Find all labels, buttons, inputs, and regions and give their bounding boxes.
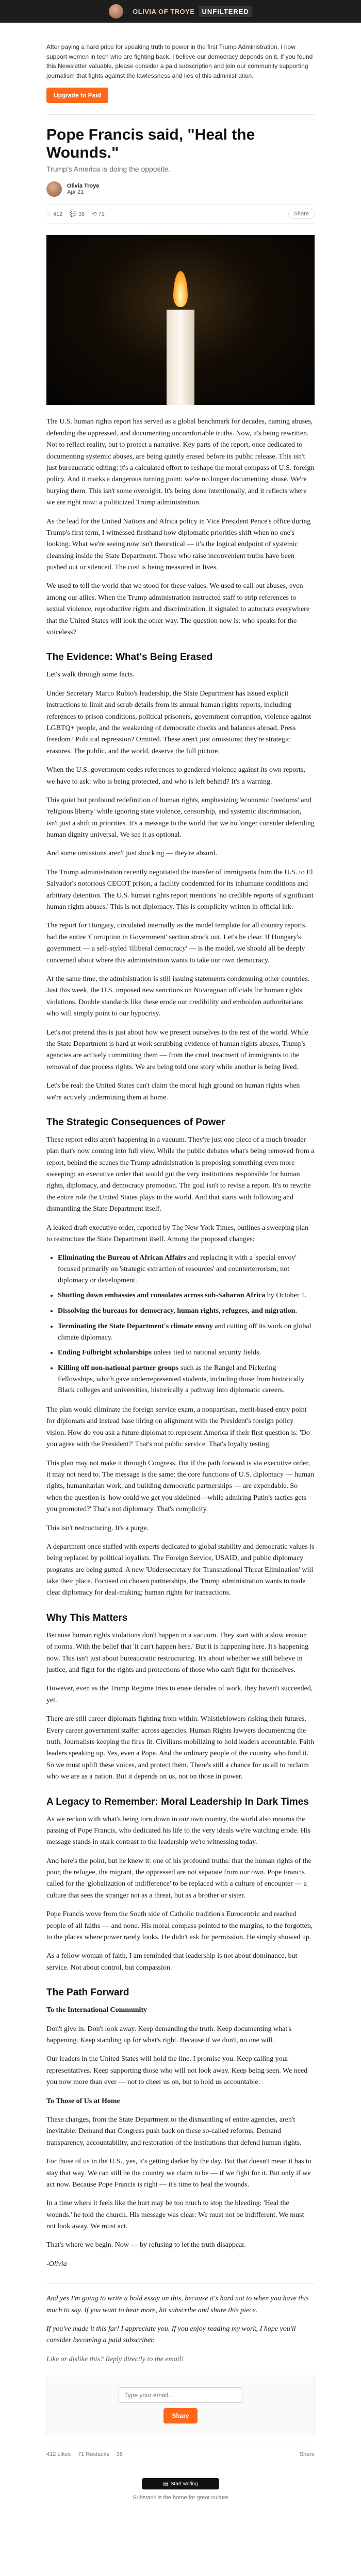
candle-flame (173, 271, 188, 307)
list-item: • Killing off non-national partner groups such as the Rangel and Pickering Fellowships, which gave underrepresented students, including those from historically Black colleges and universities, historically a pathway into diplomatic careers. (58, 1363, 315, 1396)
subsection-heading: To Those of Us at Home (46, 2097, 120, 2105)
byline (46, 181, 315, 197)
substack-icon: ▤ (163, 2481, 168, 2487)
hero-image-candle (46, 235, 315, 405)
closing-section (46, 2283, 315, 2365)
signoff: -Olivia (46, 2260, 67, 2268)
comment-icon: 💬 (70, 211, 77, 217)
divider (46, 114, 315, 115)
body-paragraph: That's where we begin. Now — by refusing to let the truth disappear. (46, 2241, 246, 2249)
share-button[interactable]: Share (288, 209, 315, 219)
section-heading: The Evidence: What's Being Erased (46, 652, 213, 663)
promo-text: After paying a hard price for speaking truth to power in the first Trump Administration, I now support women in tech who are fighting back. I believe our democracy depends on it. If you found this Newsletter valuable, please consider a paid subscription and join our community supporting journalism that fights against the lawlessness and lies of this administration. (46, 43, 313, 79)
closing-note: If you've made it this far! I appreciate you. If you enjoy reading my work, I hope you'll consider becoming a paid subscriber. (46, 2325, 296, 2345)
body-paragraph: The U.S. human rights report has served as a global benchmark for decades, naming abuses, defending the oppressed, and documenting uncomfortable truths. Now, it's being rewritten. Not to reflect reality, but to protect a narrative. Key parts of the report, once dedicated to documenting systemic abuses, are being quietly erased before its public release. This isn't just bureaucratic editing; it's a calculated effort to reshape the moral compass of U.S. foreign policy. And it marks a dangerous turning point: we're no longer documenting abuse. We're burying them. This isn't some oversight. It's being done intentionally, and it reflects where we are right now: a politicized Trump administration. (46, 418, 315, 507)
body-paragraph: As a fellow woman of faith, I am reminded that leadership is not about dominance, but service. Not about control, but compassion. (46, 1952, 298, 1972)
like-button[interactable] (46, 211, 62, 217)
banner-name: OLIVIA OF TROYE (133, 7, 195, 15)
subsection-heading: To the International Community (46, 2006, 147, 2014)
author-avatar[interactable] (46, 181, 62, 197)
subscribe-box (46, 2376, 315, 2435)
footer-restacks[interactable]: 71 Restacks (78, 2451, 109, 2458)
body-paragraph: The plan would eliminate the foreign service exam, a nonpartisan, merit-based entry point for diplomats and instead base hiring on alignment with the President's foreign policy vision. How do you ask a future diplomat to represent America if their first question is: 'Do you agree with the President?' That's not public service. That's loyalty testing. (46, 1405, 310, 1449)
article-subtitle: Trump's America is doing the opposite. (46, 165, 171, 174)
substack-badge-label: Start writing (170, 2481, 198, 2487)
substack-badge[interactable] (142, 2478, 219, 2489)
banner-tag: UNFILTERED (199, 6, 252, 17)
footer-share-button[interactable]: Share (299, 2451, 315, 2458)
comment-count: 38 (78, 211, 85, 217)
upgrade-button[interactable]: Upgrade to Paid (46, 88, 108, 103)
body-paragraph: We used to tell the world that we stood for these values. We used to call out abuses, even among our allies. When the Trump administration instructed staff to strip references to sexual violence, reproductive rights and discrimination, it signaled to autocrats everywhere that the United States will look the other way. The question now is: who speaks for the voiceless? (46, 582, 310, 637)
body-paragraph: The Trump administration recently negotiated the transfer of immigrants from the U.S. to El Salvador's notorious CECOT prison, a facility condemned for its inhumane conditions and arbitrary detention. The U.S. human rights report mentions 'no credible reports of significant human rights abuses.' This is not diplomacy. This is complicity written in official ink. (46, 868, 314, 911)
engagement-bar (46, 204, 315, 224)
list-item: • Dissolving the bureaus for democracy, human rights, refugees, and migration. (58, 1306, 315, 1317)
footer-engagement (46, 2446, 315, 2463)
body-paragraph: Under Secretary Marco Rubio's leadership, the State Department has issued explicit instructions to limit and scrub details from its annual human rights reports, including references to prison conditions, political prisoners, government corruption, violence against LGBTQ+ people, and the weakening of democratic checks and balances abroad. Press freedom? Political repression? Omitted. These aren't just omissions; they're strategic erasures. The public, and the world, deserve the full picture. (46, 689, 311, 755)
closing-note: And yes I'm going to write a bold essay on this, because it's hard not to when you have this much to say. If you want to hear more, hit subscribe and share this piece. (46, 2295, 309, 2314)
body-paragraph: Let's walk through some facts. (46, 671, 135, 679)
top-banner[interactable] (0, 0, 361, 23)
body-paragraph: A department once staffed with experts dedicated to global stability and democratic values is being replaced by political loyalists. The Foreign Service, USAID, and public diplomacy programs are being gutted. A new 'Undersecretary for Transnational Threat Elimination' will take their place. Focused on chosen partnerships, the Trump administration wants to trade clear diplomacy for deal-making; human rights for transactions. (46, 1543, 315, 1597)
body-paragraph: This plan may not make it through Congress. But if the path forward is via executive order, it may not need to. The message is the same: the core functions of U.S. diplomacy — human rights, humanitarian work, and building democratic partnerships — are expendable. So when the question is 'how could we get you sidelined—while admiring Putin's tactics gets you promoted?' That's not diplomacy. That's complicity. (46, 1459, 315, 1514)
body-paragraph: Pope Francis wove from the South side of Catholic tradition's Eurocentric and reached people of all faiths — and none. His moral compass pointed to the margins, to the forgotten, to the places where power rarely looks. He didn't ask for permission. He simply showed up. (46, 1910, 313, 1942)
body-paragraph: Let's be real: the United States can't claim the moral high ground on human rights when we're actively undermining them at home. (46, 1082, 300, 1101)
banner-avatar (109, 4, 123, 19)
body-paragraph: The report for Hungary, circulated internally as the model template for all country reports, had the entire 'Corruption in Government' section struck out. Let's be clear. If Hungary's government — a self-styled 'illiberal democracy' — is the model, we should all be deeply concerned about where this administration wants to take our own democracy. (46, 922, 307, 964)
list-item: • Terminating the State Department's climate envoy and cutting off its work on global climate diplomacy. (58, 1321, 315, 1343)
body-paragraph: Don't give in. Don't look away. Keep demanding the truth. Keep documenting what's happening. Keep standing up for what's right. Because if we don't, no one will. (46, 2025, 292, 2044)
list-item: • Shutting down embassies and consulates across sub-Saharan Africa by October 1. (58, 1290, 315, 1301)
body-paragraph: For those of us in the U.S., yes, it's getting darker by the day. But that doesn't mean it has to stay that way. We can still be the country we claim to be — if we fight for it. But only if we act now. Because Pope Francis is right — it's time to heal the wounds. (46, 2158, 311, 2189)
body-paragraph: This isn't restructuring. It's a purge. (46, 1524, 149, 1532)
section-heading: The Path Forward (46, 1987, 129, 1998)
restack-icon: ⟲ (92, 211, 97, 217)
section-heading: A Legacy to Remember: Moral Leadership In Dark Times (46, 1796, 309, 1807)
restack-button[interactable] (92, 211, 105, 217)
section-heading: The Strategic Consequences of Power (46, 1116, 225, 1128)
comment-button[interactable] (70, 211, 85, 217)
body-paragraph: These changes, from the State Department to the dismantling of entire agencies, aren't inevitable. Demand that Congress push back on these so-called reforms. Demand transparency, accountability, and restoration of the institutions that defend human rights. (46, 2115, 302, 2147)
list-item: • Ending Fulbright scholarships unless tied to national security fields. (58, 1347, 315, 1359)
body-paragraph: Our leaders in the United States will hold the line. I promise you. Keep calling your representatives. Keep supporting those who will not look away. Keep being seen. We need you now more than ever — not to cheer us on, but to hold us accountable. (46, 2055, 308, 2087)
body-paragraph: As the lead for the United Nations and Africa policy in Vice President Pence's office during Trump's first term, I witnessed firsthand how diplomatic priorities shift when no one's looking. What we're seeing now isn't theoretical — it's the logical endpoint of systemic cleansing inside the State Department. Those who raise inconvenient truths have been pushed out or silenced. The cost is being measured in lives. (46, 517, 311, 572)
section-heading: Why This Matters (46, 1612, 128, 1623)
article-page (46, 23, 315, 2521)
restack-count: 71 (98, 211, 105, 217)
like-count: 412 (53, 211, 63, 217)
body-paragraph: When the U.S. government cedes references to gendered violence against its own reports, we have to ask: who is being protected, and who is left behind? It's a warning. (46, 766, 305, 786)
body-paragraph: Because human rights violations don't happen in a vacuum. They start with a slow erosion of norms. With the belief that 'it can't happen here.' But it is happening here. It's happening now. This isn't just about bureaucratic restructuring. It's about whether we still believe in justice, and fight for the rights and protections of those who can't fight for themselves. (46, 1631, 309, 1674)
body-paragraph: And some omissions aren't just shocking — they're absurd. (46, 850, 218, 858)
body-paragraph: In a time where it feels like the hurt may be too much to stop the bleeding: 'Heal the wounds.' he told the church. His message was clear: We must not be indifferent. We must not look away. We must act. (46, 2199, 304, 2231)
body-paragraph: These report edits aren't happening in a vacuum. They're just one piece of a much broader plan that's now coming into full view. While the public debates what's being removed from a report, behind the scenes the Trump administration is proposing something even more sweeping: an executive order that would gut the very institutions responsible for human rights, diplomacy, and democracy promotion. The goal isn't to revise a report. It's to rewrite the entire role the United States plays in the world. And that starts with following and dismantling the State Department itself. (46, 1136, 315, 1213)
heart-icon: ♡ (46, 211, 52, 217)
banner-title-group (133, 6, 252, 17)
body-paragraph: As we reckon with what's being torn down in our own country, the world also mourns the passing of Pope Francis, who dedicated his life to the very ideals we're watching erode. His message stands in stark contrast to the leadership we're witnessing today. (46, 1815, 311, 1846)
article-title: Pope Francis said, "Heal the Wounds." (46, 126, 255, 161)
footer-comments[interactable]: 38 (116, 2451, 123, 2458)
author-name[interactable]: Olivia Troye (67, 183, 100, 190)
proposed-changes-list (46, 1252, 315, 1396)
body-paragraph: Let's not pretend this is just about how we present ourselves to the rest of the world. While the State Department is hard at work scrubbing evidence of human rights abuses, Trump's agencies are actively committing them — from the cruel treatment of immigrants to the removal of due process rights. We are being told one story while another is being lived. (46, 1028, 308, 1071)
email-input[interactable] (119, 2387, 242, 2403)
feedback-note: Like or dislike this? Reply directly to the email! (46, 2355, 184, 2363)
body-paragraph: There are still career diplomats fighting from within. Whistleblowers risking their futures. Every career government staffer across agencies. Human Rights lawyers documenting the truth. Journalists keeping the fires lit. Civilians mobilizing to hold leaders accountable. Faith leaders speaking up. Yes, even a Pope. And the ordinary people of the country who fund it. So we must uplift these voices, and protect them. There's still a chance for us all to reclaim who we are as a nation. But it depends on us, not on those in power. (46, 1715, 315, 1781)
body-paragraph: A leaked draft executive order, reported by The New York Times, outlines a sweeping plan to restructure the State Department itself. Among the proposed changes: (46, 1224, 309, 1244)
footer-likes[interactable]: 412 Likes (46, 2451, 71, 2458)
candle-body (167, 310, 194, 405)
footer-note: Substack is the home for great culture (133, 2495, 228, 2501)
body-paragraph: However, even as the Trump Regime tries to erase decades of work, they haven't succeeded, yet. (46, 1685, 313, 1704)
subscribe-button[interactable]: Share (163, 2408, 197, 2424)
list-item: • Eliminating the Bureau of African Affairs and replacing it with a 'special envoy' focused primarily on 'strategic extraction of resources' and counterterrorism, not diplomacy or development. (58, 1252, 315, 1286)
body-paragraph: And here's the point, but he knew it: one of his profound truths: that the human rights of the poor, the refugee, the migrant, the oppressed are not separate from our own. Pope Francis called for the 'globalization of indifference' to be replaced with a culture of encounter — a culture that sees the stranger not as a threat, but as a brother or sister. (46, 1857, 311, 1900)
body-paragraph: At the same time, the administration is still issuing statements condemning other countries. Just this week, the U.S. imposed new sanctions on Nicaraguan officials for human rights violations. Double standards like these erode our credibility and embolden authoritarians who will simply point to our hypocrisy. (46, 975, 310, 1018)
body-paragraph: This quiet but profound redefinition of human rights, emphasizing 'economic freedoms' and 'religious liberty' while ignoring state violence, censorship, and systemic discrimination, isn't just a shift in priorities. It's a message to the world that we no longer consider defending human dignity universal. We see it as optional. (46, 796, 315, 839)
publish-date: Apr 21 (67, 189, 84, 196)
